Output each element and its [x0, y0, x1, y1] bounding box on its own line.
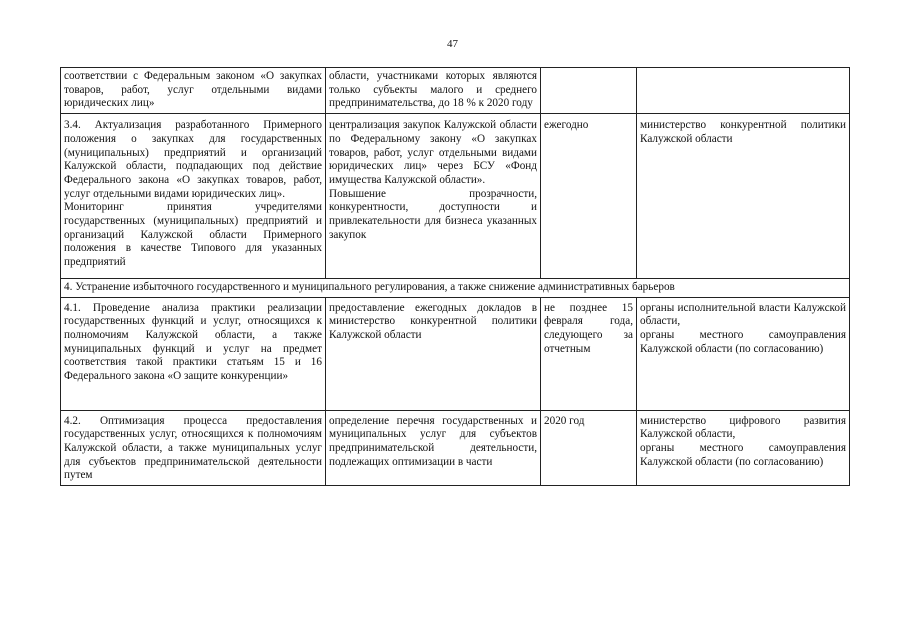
measure-text: Мониторинг принятия учредителями государственных (муниципальных) предприятий и организаций Калужской области Примерного положения в качестве Типового для указанных предприятий — [64, 201, 322, 269]
result-text: Повышение прозрачности, конкурентности, доступности и привлекательности для бизнеса указанных закупок — [329, 187, 537, 241]
responsible-cell — [637, 297, 850, 410]
result-cell — [326, 114, 541, 279]
table-row — [61, 114, 850, 279]
page-number: 47 — [447, 38, 458, 50]
measure-cell — [61, 114, 326, 279]
responsible-text: органы местного самоуправления Калужской области (по согласованию) — [640, 328, 846, 355]
table-row — [61, 297, 850, 410]
measure-cell: соответствии с Федеральным законом «О закупках товаров, работ, услуг отдельными видами юридических лиц» — [61, 68, 326, 114]
responsible-text: министерство цифрового развития Калужской области, — [640, 414, 846, 441]
result-text: централизация закупок Калужской области по Федеральному закону «О закупках товаров, работ, услуг отдельными видами юридических лиц» через БСУ «Фонд имущества Калужской области». — [329, 119, 537, 186]
measure-cell: 4.2. Оптимизация процесса предоставления государственных услуг, относящихся к полномочиям Калужской области, а также муниципальных услуг для субъектов предпринимательской деятельности путем — [61, 410, 326, 486]
section-row — [61, 278, 850, 297]
responsible-text: органы местного самоуправления Калужской области (по согласованию) — [640, 441, 846, 468]
table-row — [61, 410, 850, 486]
result-cell: предоставление ежегодных докладов в министерство конкурентной политики Калужской области — [326, 297, 541, 410]
responsible-cell — [637, 410, 850, 486]
section-heading: 4. Устранение избыточного государственного и муниципального регулирования, а также снижение административных барьеров — [61, 278, 850, 297]
responsible-text: органы исполнительной власти Калужской области, — [640, 301, 846, 328]
responsible-cell — [637, 68, 850, 114]
table-row — [61, 68, 850, 114]
measure-cell — [61, 297, 326, 410]
measures-table — [60, 67, 850, 486]
deadline-cell: не позднее 15 февраля года, следующего за отчетным — [541, 297, 637, 410]
responsible-cell: министерство конкурентной политики Калужской области — [637, 114, 850, 279]
measure-text: 3.4. Актуализация разработанного Примерного положения о закупках для государственных (муниципальных) предприятий и организаций Калужской области, подпадающих под действие Федерального закона «О закупках товаров, работ, услуг отдельными видами юридических лиц». — [64, 119, 322, 200]
deadline-cell — [541, 68, 637, 114]
measure-text: 4.1. Проведение анализа практики реализации государственных функций и услуг, относящихся к полномочиям Калужской области, а также муниципальных функций и услуг на предмет соответствия такой практики статьям 15 и 16 Федерального закона «О защите конкуренции» — [64, 301, 322, 383]
result-cell: определение перечня государственных и муниципальных услуг для субъектов предпринимательской деятельности, подлежащих оптимизации в части — [326, 410, 541, 486]
deadline-cell: ежегодно — [541, 114, 637, 279]
deadline-cell: 2020 год — [541, 410, 637, 486]
result-cell: области, участниками которых являются только субъекты малого и среднего предпринимательства, до 18 % к 2020 году — [326, 68, 541, 114]
